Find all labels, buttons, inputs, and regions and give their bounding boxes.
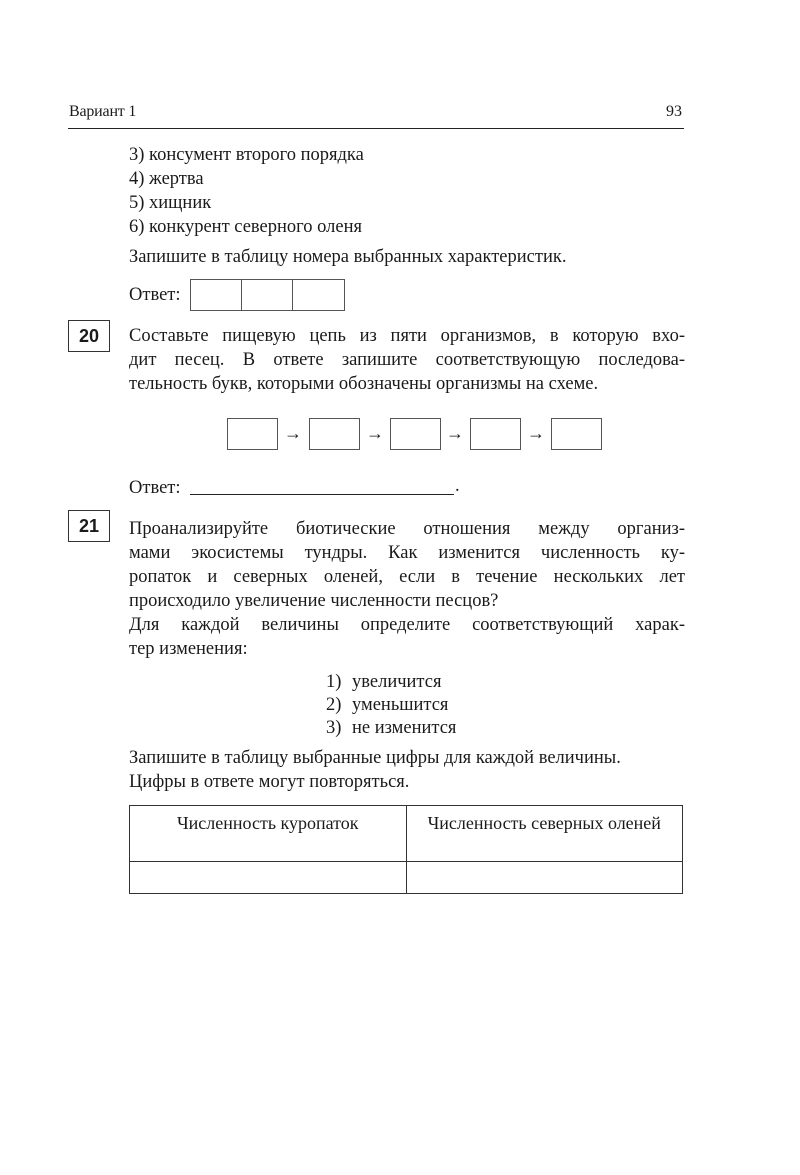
q21-text [129,517,685,661]
q20-text-line-1: Составьте пищевую цепь из пяти организмов, в которую вхо- [129,326,685,346]
table-header-reindeer: Численность северных оленей [406,806,683,862]
answer-cell-partridges[interactable] [130,862,407,894]
header-divider [68,128,684,129]
q19-instruction: Запишите в таблицу номера выбранных характеристик. [129,247,567,267]
q20-text [129,324,685,396]
q19-option-3: 3) консумент второго порядка [129,145,364,165]
answer-cell-reindeer[interactable] [406,862,683,894]
q21-option-1-label: увеличится [352,672,442,692]
q21-instruction-line-1: Запишите в таблицу выбранные цифры для каждой величины. [129,748,621,768]
q21-option-2-num: 2) [326,695,342,715]
q20-answer-line[interactable] [190,494,454,495]
q20-text-line-2: дит песец. В ответе запишите соответствующую последова- [129,350,685,370]
arrow-right-icon: → [446,423,464,443]
chain-box-1[interactable] [227,418,278,450]
q19-answer-cell-3[interactable] [293,280,344,310]
q21-option-1-num: 1) [326,672,342,692]
q21-option-1 [326,670,441,694]
arrow-right-icon: → [527,423,545,443]
q20-answer-period: . [455,476,460,496]
q19-answer-cell-2[interactable] [242,280,293,310]
question-number-20: 20 [68,320,110,352]
q21-text-line-1: Проанализируйте биотические отношения между организ- [129,519,685,539]
q21-instruction-line-2: Цифры в ответе могут повторяться. [129,772,410,792]
chain-box-4[interactable] [470,418,521,450]
q19-answer-table [190,279,345,311]
chain-box-2[interactable] [309,418,360,450]
q21-option-2-label: уменьшится [352,695,449,715]
q21-option-3-num: 3) [326,718,342,738]
chain-box-5[interactable] [551,418,602,450]
q21-option-3 [326,716,456,740]
q21-text-line-5: Для каждой величины определите соответствующий харак- [129,615,685,635]
q19-option-5: 5) хищник [129,193,212,213]
q21-text-line-3: ропаток и северных оленей, если в течение нескольких лет [129,567,685,587]
q21-text-line-6: тер изменения: [129,639,248,659]
q21-answer-table [129,805,683,894]
question-number-21: 21 [68,510,110,542]
q19-answer-label: Ответ: [129,285,181,305]
q21-text-line-4: происходило увеличение численности песцов? [129,591,499,611]
q20-text-line-3: тельность букв, которыми обозначены организмы на схеме. [129,374,599,394]
q21-option-2 [326,693,448,717]
q21-option-3-label: не изменится [352,718,457,738]
q19-answer-cell-1[interactable] [191,280,242,310]
q19-option-4: 4) жертва [129,169,204,189]
q19-option-6: 6) конкурент северного оленя [129,217,363,237]
page-number: 93 [666,103,682,120]
running-header-variant: Вариант 1 [69,103,137,120]
arrow-right-icon: → [366,423,384,443]
chain-box-3[interactable] [390,418,441,450]
arrow-right-icon: → [284,423,302,443]
q20-answer-label: Ответ: [129,478,181,498]
q21-text-line-2: мами экосистемы тундры. Как изменится численность ку- [129,543,685,563]
table-header-partridges: Численность куропаток [130,806,407,862]
